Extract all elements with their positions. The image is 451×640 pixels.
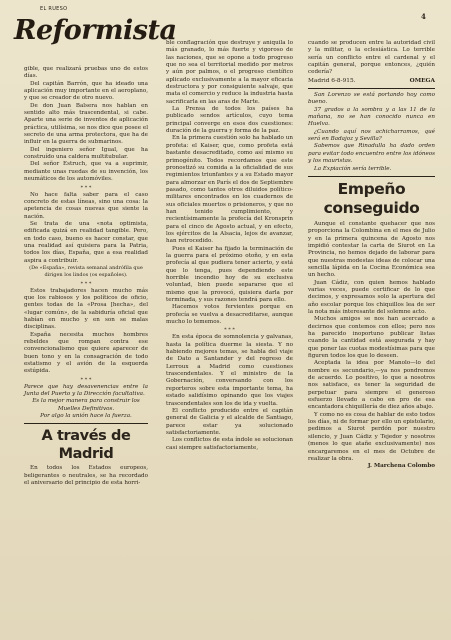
column-1 (24, 66, 148, 488)
paragraph: Aunque el constante quehacer que nos proporciona la Colombina en el mes de Julio y en la primera quincena de Agosto nos impidió contestar la carta de Siurot en La Provincia, no hemos dejado de laborar para que nuestras modestas ideas de colocar una sencilla lápida en la Cocina Económica sea un hecho. (308, 220, 435, 279)
separator: * * * (80, 280, 92, 287)
paragraph: Del ingeniero señor Igual, que ha construído una caldera multitubular. (24, 146, 148, 161)
paragraph: No hace falta saber para el caso concreto de estas líneas, sino una cosa: la apetencia de cosas nuevas que siente la nación. (24, 191, 148, 220)
paragraph: ble conflagración que destruye y aniquila lo más granado, lo más fuerte y vigoroso de las naciones, que se opone a todo progreso que no sea el territorial medido por metros y aún por palmos, o el progreso científico aplicado exclusivamente a la mayor eficacia destructora y por consiguiente salvaje, que mata el comercio y reduce la industria hasta sacrificarla en las aras de Marte. (166, 40, 293, 105)
paragraph: (De «España», revista semanal andrófila que dirigen los lindos (os españoles). (29, 264, 143, 279)
paragraph: En todos los Estados europeos, beligerantes o neutrales, se ha recordado el aniversario del principio de esta horri- (24, 465, 148, 487)
paragraph: Se trata de una «nota optimista, edificada quizá en realidad tangible. Pero, en todo caso, bueno es hacer constar, que una realidad así quisiera para la Patria, todos los días, España, que a esa realidad aspira a contribuir. (24, 220, 148, 264)
column-3-rule-2 (308, 176, 435, 177)
paragraph: cuando se producen entre la autoridad civil y la militar, o la eclesiástica. Lo terrible sería un conflicto entre el cardenal y el capitán general, porque entonces, ¿quién cedería? (308, 40, 435, 76)
column-1-rule (24, 423, 148, 424)
paragraph: Estos trabajadores hacen mucho más que los rabiosos y los políticos de oficio, gentes todas de la «Prosa [hecha», del «lugar común», de la sabiduría oficial que habían en mucho y en son se malas disciplinas. (24, 287, 148, 331)
section-heading-empeno: Empeño conseguido (323, 179, 420, 217)
column-3-notes (308, 92, 435, 173)
paragraph: España necesita muchos hombres rebeldes que rompan contra ese convencionalismo que quiere aparecer de buen tono y en la consagración de todo estatismo y el avión de la esquerda estúpida. (24, 331, 148, 375)
paragraph: La Prensa de todos los países ha publicado sendos artículos, cuyo tema principal converge en esos dos cuestiones: duración de la guerra y forma de la paz. (166, 106, 293, 135)
column-1-body-after (24, 465, 148, 487)
paragraph: gible, que realizará pruebas uno de estos días. (24, 66, 148, 80)
dateline-author: OMEGA (409, 77, 435, 84)
paragraph: Parece que hay desavenencias entre la Junta del Puerto y la Dirección facultativa. (24, 383, 148, 398)
paragraph: Del señor Estruch, que va a suprimir, mediante unas ruedas de su invención, los neumáticos de los automóviles. (24, 161, 148, 183)
paragraph: ¿Cuando aquí nos achicharramos, qué será en Badajoz y Sevilla? (308, 128, 435, 143)
masthead (10, 4, 177, 56)
paragraph: De don Juan Balsera nos hablan en sentido alto más trascendental, si cabe. Aparte una serie de inventos de aplicación práctica, utilísima, se nos dice que posee el secreto de una arma protectora, que ha de influir en la guerra de submarinos. (24, 102, 148, 146)
paragraph: En esta época de somnolencia y galvanas, hasta la política duerme la siesta. Y no habiendo mejores temas, se habla del viaje de Dato a Santander y del regreso de Lerroux a Madrid como cuestiones trascendentales. Y el ministro de la Gobernación, conversando con los reporteros sobre esta importante tema, ha estado salidísimo opinando que los viajes trascendentales son los de ida y vuelta. (166, 334, 293, 407)
paragraph: Los conflictos de esta índole se solucionan casi siempre satisfactoriamente, (166, 437, 293, 451)
column-2 (166, 40, 293, 452)
masthead-subtitle: EL RUESO (40, 6, 68, 12)
column-3-rule-1 (308, 88, 435, 89)
masthead-title: Reformista (14, 15, 177, 46)
column-1-body (24, 66, 148, 420)
paragraph: Y como no es cosa de hablar de esto todos los días, ni de formar por ello un epistolario, pedimos a Siurot perdón por nuestro silencio, y Juan Cádiz y Tejedor y nosotros (menos lo que atañe exclusivamente) nos encargaremos en el mes de Octubre de realizar la obra. (308, 411, 435, 462)
paragraph: Juan Cádiz, con quien hemos hablado varias veces, puede certificar de lo que decimos, y expresamos solo la apertura del año escolar porque los chiquillos lea de ser la nota más interesante del solemne acto. (308, 279, 435, 315)
paragraph: Pues el Kaiser ha fijado la terminación de la guerra para el próximo otoño, y en esta profecía al que pudiera tener acierto, y está que lo tenga, pues dependiendo este horrible incendio hoy de su exclusiva voluntad, bien puede separarse que el mismo que la provocó, quisiera darla por terminada, y sus razones tendrá para ello. (166, 245, 293, 304)
dateline-date: Madrid 6-8-915. (308, 77, 356, 84)
paragraph: El conflicto producido entre el capitán general de Galicia y el alcalde de Santiago, parece estar ya solucionado satisfactoriamente. (166, 407, 293, 436)
column-3-body (308, 40, 435, 77)
paragraph: Sabemos que Rinadulla ha dado orden para evitar todo encuentro entre los idóneos y los mauristas. (308, 143, 435, 165)
section-heading-madrid: A través de Madrid (41, 428, 131, 463)
paragraph: Del capitán Barrón, que ha ideado una aplicación muy importante en el aeroplano, y que se creador de otro nuevo. (24, 80, 148, 102)
separator: * * * (80, 376, 92, 383)
separator: * * * (80, 184, 92, 191)
paragraph: 37 grados a la sombra y a las 11 de la mañana, no se han conocido nunca en Huelva. (308, 106, 435, 128)
paragraph: Muchos amigos se nos han acercado a decirnos que contemos con ellos; pero nos ha parecido inoportuno publicar listas cuando la cantidad está asegurada y hay que poner las cuotas modestísimas para que figuren todos los que lo deseen. (308, 316, 435, 360)
column-3-body-after (308, 221, 435, 471)
paragraph: Hacemos votos fervientes porque en profecía se vuelva a desacreditarse, aunque mucho lo tememos. (166, 304, 293, 326)
paragraph: En la primera cuestión solo ha hablado un profeta: el Kaiser, que, como profeta está bastante desacreditado, como así mismo su primogénito. Todos recordamos que este pronostizó su comida a la oficialidad de sus regimientos triunfantes y a su Estado mayor para almorzar en París el dos de Septiembre pasado, como tantos otros diluidos político-militares encontrados en los cuadernos de sus oficiales muertos o prisioneros, y que no han tenido cumplimiento, y recientísimamente la profecía del Kronsprin para el cinco de Agosto actual, y en efecto, los ejércitos de la Alsacia, lejos de avanzar, han retrocedido. (166, 135, 293, 245)
paragraph: Es la mejor manera para construir los Muelles Definitivos. (32, 398, 140, 412)
paragraph: La Expiación sería terrible. (314, 165, 392, 172)
column-2-body (166, 40, 293, 452)
paragraph: J. Marchena Colombo (367, 463, 435, 470)
page-number: 4 (421, 12, 426, 21)
paragraph: Por algo la unión hace la fuerza. (40, 413, 132, 420)
column-3 (308, 40, 435, 471)
paragraph: San Lorenzo se está portando hoy como bueno. (308, 92, 435, 106)
separator: * * * (224, 327, 235, 334)
dateline (308, 78, 435, 85)
paragraph: Aceptada la idea por Manolo—lo del nombre es secundario,—ya nos pondremos de acuerdo. Lo positivo, lo que a nosotros nos satisface, es tener la seguridad de perpetuar para siempre el generoso esfuerzo llevado a cabo en pro de esa encantadora chiquillería de diez años abajo. (308, 360, 435, 411)
